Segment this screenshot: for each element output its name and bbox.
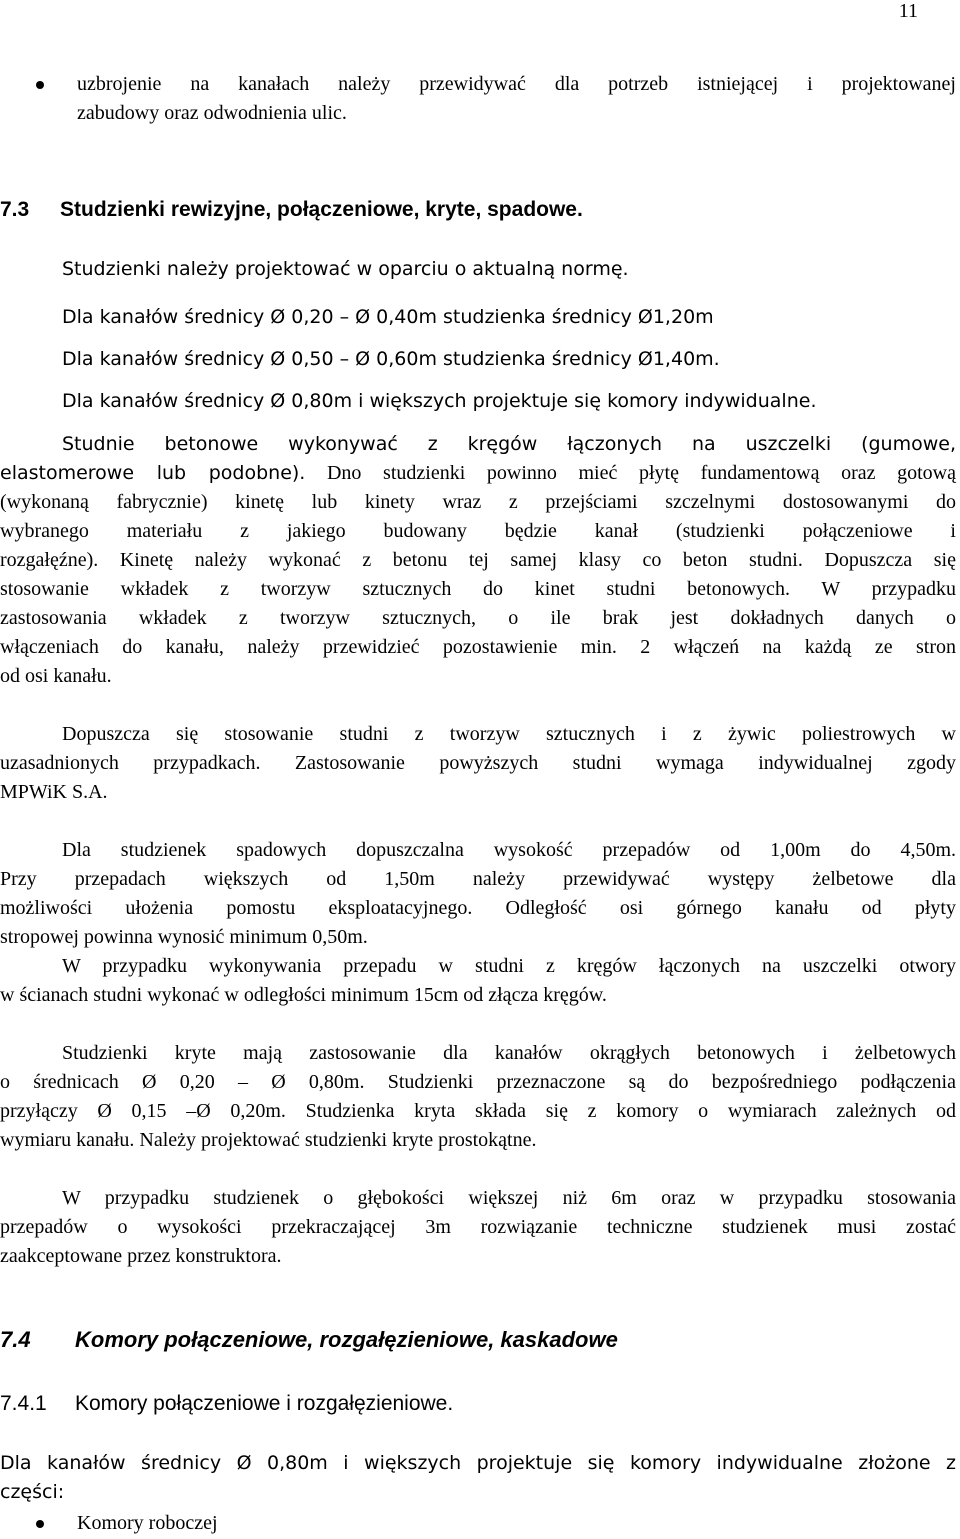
komory-line-2: części:: [0, 1481, 65, 1503]
studnie-line-6: stosowanie wkładek z tworzyw sztucznych do kinet studni betonowych. W przypadku: [0, 578, 956, 600]
spadowe-line-4: stropowej powinna wynosić minimum 0,50m.: [0, 926, 368, 948]
kryte-line-4: wymiaru kanału. Należy projektować studzienki kryte prostokątne.: [0, 1129, 537, 1151]
intro-line-1: Studzienki należy projektować w oparciu o aktualną normę.: [62, 258, 629, 280]
studnie-line-5: rozgałęźne). Kinetę należy wykonać z betonu tej samej klasy co beton studni. Dopuszcza się: [0, 549, 956, 571]
intro-line-4: Dla kanałów średnicy Ø 0,80m i większych projektuje się komory indywidualne.: [62, 390, 817, 412]
section-number: 7.3: [0, 198, 30, 221]
spadowe-line-5: W przypadku wykonywania przepadu w studni z kręgów łączonych na uszczelki otwory: [62, 955, 956, 977]
studnie-line-1: Studnie betonowe wykonywać z kręgów łączonych na uszczelki (gumowe,: [62, 433, 956, 455]
dopuszcza-line-1: Dopuszcza się stosowanie studni z tworzyw sztucznych i z żywic poliestrowych w: [62, 723, 956, 745]
intro-line-2: Dla kanałów średnicy Ø 0,20 – Ø 0,40m studzienka średnicy Ø1,20m: [62, 306, 714, 328]
studnie-line-3: (wykonaną fabrycznie) kinetę lub kinety wraz z przejściami szczelnymi dostosowanymi do: [0, 491, 956, 513]
page-number: 11: [898, 0, 918, 22]
spadowe-line-2: Przy przepadach większych od 1,50m należy przewidywać występy żelbetowe dla: [0, 868, 956, 890]
studnie-line-8: włączeniach do kanału, należy przewidzieć pozostawienie min. 2 włączeń na każdą ze stron: [0, 636, 956, 658]
studnie-line-2: elastomerowe lub podobne). Dno studzienki powinno mieć płytę fundamentową oraz gotową: [0, 462, 956, 484]
spadowe-line-6: w ścianach studni wykonać w odległości minimum 15cm od złącza kręgów.: [0, 984, 607, 1006]
section-7-4-heading: [0, 1325, 618, 1354]
intro-line-3: Dla kanałów średnicy Ø 0,50 – Ø 0,60m studzienka średnicy Ø1,40m.: [62, 348, 720, 370]
kryte-line-1: Studzienki kryte mają zastosowanie dla kanałów okrągłych betonowych i żelbetowych: [62, 1042, 956, 1064]
dopuszcza-line-2: uzasadnionych przypadkach. Zastosowanie powyższych studni wymaga indywidualnej zgody: [0, 752, 956, 774]
kryte-line-3: przyłączy Ø 0,15 –Ø 0,20m. Studzienka kryta składa się z komory o wymiarach zależnych od: [0, 1100, 956, 1122]
bullet-text-line-2: zabudowy oraz odwodnienia ulic.: [77, 102, 347, 124]
studnie-line-9: od osi kanału.: [0, 665, 112, 687]
section-number: 7.4: [0, 1327, 31, 1352]
glebokosc-line-1: W przypadku studzienek o głębokości większej niż 6m oraz w przypadku stosowania: [62, 1187, 956, 1209]
dopuszcza-line-3: MPWiK S.A.: [0, 781, 108, 803]
spadowe-line-3: możliwości ułożenia pomostu eksploatacyjnego. Odległość osi górnego kanału od płyty: [0, 897, 956, 919]
glebokosc-line-3: zaakceptowane przez konstruktora.: [0, 1245, 282, 1267]
studnie-line-7: zastosowania wkładek z tworzyw sztucznych, o ile brak jest dokładnych danych o: [0, 607, 956, 629]
section-7-4-1-heading: [0, 1389, 453, 1418]
bullet-komory-roboczej: Komory roboczej: [77, 1512, 218, 1534]
bullet-icon: [36, 81, 44, 89]
studnie-line-4: wybranego materiału z jakiego budowany będzie kanał (studzienki połączeniowe i: [0, 520, 956, 542]
section-title: Komory połączeniowe, rozgałęzieniowe, kaskadowe: [75, 1327, 618, 1352]
section-number: 7.4.1: [0, 1392, 47, 1415]
bullet-icon: [36, 1520, 44, 1528]
section-title: Studzienki rewizyjne, połączeniowe, kryte, spadowe.: [60, 198, 583, 221]
spadowe-line-1: Dla studzienek spadowych dopuszczalna wysokość przepadów od 1,00m do 4,50m.: [62, 839, 956, 861]
section-7-3-heading: [0, 195, 583, 224]
glebokosc-line-2: przepadów o wysokości przekraczającej 3m rozwiązanie techniczne studzienek musi zostać: [0, 1216, 956, 1238]
komory-line-1: Dla kanałów średnicy Ø 0,80m i większych projektuje się komory indywidualne złożone z: [0, 1452, 956, 1474]
kryte-line-2: o średnicach Ø 0,20 – Ø 0,80m. Studzienki przeznaczone są do bezpośredniego podłączenia: [0, 1071, 956, 1093]
bullet-text-line-1: uzbrojenie na kanałach należy przewidywać dla potrzeb istniejącej i projektowanej: [77, 73, 956, 95]
section-title: Komory połączeniowe i rozgałęzieniowe.: [75, 1392, 454, 1415]
